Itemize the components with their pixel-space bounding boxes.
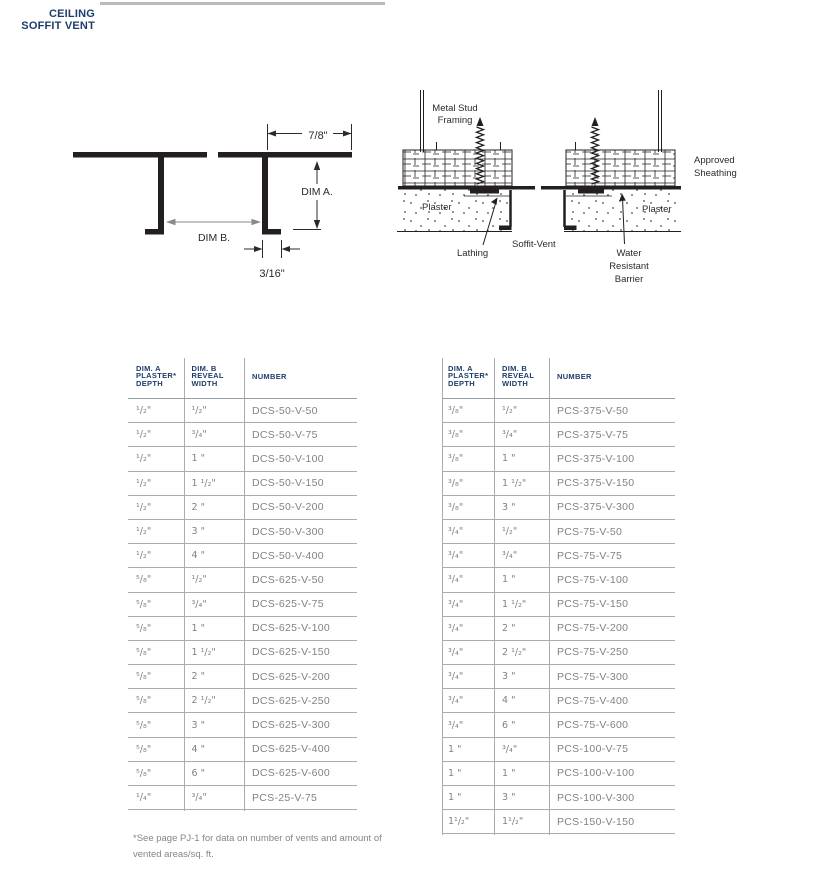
lathing-label: Lathing [457,248,489,259]
part-number-cell: PCS-75-V-75 [557,549,623,562]
page-title [0,8,95,32]
dim-a-cell: ¹/₂" [136,405,152,417]
dim-a-cell: ¹/₂" [136,501,152,513]
dim-a-cell: ³/₄" [448,719,464,731]
part-number-cell: PCS-100-V-75 [557,743,629,756]
dim-a-cell: 1 " [448,767,462,779]
table-row [128,423,357,447]
dim-b-cell: ³/₄" [502,743,518,755]
dim-b-cell: 2 " [191,671,205,683]
water-resistant-barrier-label-line2: Resistant [609,261,649,272]
column-divider [184,358,185,811]
part-number-cell: PCS-375-V-300 [557,501,635,514]
dim-b-cell: ³/₄" [191,792,207,804]
part-number-cell: DCS-625-V-50 [252,573,324,586]
part-number-cell: PCS-375-V-50 [557,404,629,417]
dim-a-cell: ³/₄" [448,598,464,610]
dim-b-cell: 2 ¹/₂" [191,695,216,707]
dim-b-dimension [166,219,261,225]
table-row [442,593,675,617]
page-title-line1: CEILING [48,8,95,20]
dim-b-cell: 1 " [502,453,516,465]
table-row [442,665,675,689]
dim-a-cell: ³/₄" [448,526,464,538]
dim-a-cell: ³/₈" [448,501,464,513]
column-header-number: NUMBER [557,372,592,381]
dim-b-cell: 3 " [191,719,205,731]
table-left-border [442,358,443,835]
product-table-pcs [442,358,675,834]
stem-width-label: 3/16" [259,268,285,280]
dim-a-cell: ³/₈" [448,405,464,417]
dim-b-cell: 1 ¹/₂" [191,477,216,489]
dim-b-cell: 1 " [502,767,516,779]
dim-b-cell: ¹/₂" [191,574,207,586]
table-row [442,496,675,520]
table-row [128,689,357,713]
dim-a-cell: ³/₄" [448,646,464,658]
part-number-cell: PCS-150-V-150 [557,815,635,828]
table-row [128,713,357,737]
footnote: *See page PJ-1 for data on number of vents and amount of vented areas/sq. ft. [133,833,382,860]
table-row [128,568,357,592]
table-row [442,520,675,544]
table-row [442,762,675,786]
dim-b-cell: 1 ¹/₂" [502,598,527,610]
column-divider [494,358,495,835]
part-number-cell: DCS-625-V-100 [252,622,331,635]
dim-a-cell: ⁵/₈" [136,743,152,755]
metal-stud-framing-label-line1: Metal Stud [432,103,478,114]
profile-diagram [55,95,395,285]
part-number-cell: PCS-75-V-600 [557,719,629,732]
dim-a-cell: ³/₈" [448,453,464,465]
table-row [442,738,675,762]
dim-b-cell: 3 " [191,526,205,538]
dim-b-cell: 4 " [191,550,205,562]
approved-sheathing-label-line1: Approved [694,155,735,166]
column-header-dim-b: DIM. B REVEAL WIDTH [502,364,535,388]
soffit-vent-label: Soffit-Vent [512,239,556,250]
dim-b-cell: 1 ¹/₂" [191,646,216,658]
dim-a-cell: ³/₄" [448,695,464,707]
metal-stud-framing-label-line2: Framing [437,115,473,126]
approved-sheathing-label-line2: Sheathing [694,168,737,179]
page-title-line2: SOFFIT VENT [21,20,95,32]
dim-a-cell: 1 " [448,743,462,755]
vent-flanges [398,186,681,190]
dim-a-cell: ⁵/₈" [136,695,152,707]
dim-a-cell: ¹/₂" [136,477,152,489]
column-divider [244,358,245,811]
part-number-cell: PCS-25-V-75 [252,791,318,804]
column-header-dim-b: DIM. B REVEAL WIDTH [191,364,224,388]
dim-a-cell: ¹/₂" [136,526,152,538]
soffit-vent-channels [499,190,577,230]
dim-a-cell: 1¹/₂" [448,816,470,828]
product-table-dcs [128,358,357,810]
dim-b-cell: 1 " [191,622,205,634]
part-number-cell: DCS-50-V-75 [252,428,318,441]
dim-a-cell: ⁵/₈" [136,671,152,683]
stem-width-dimension [244,240,300,258]
part-number-cell: PCS-75-V-150 [557,598,629,611]
table-body [442,399,675,834]
part-number-cell: PCS-75-V-250 [557,646,629,659]
dim-a-cell: ³/₄" [448,574,464,586]
dim-a-cell: ³/₈" [448,429,464,441]
dim-a-cell: ⁵/₈" [136,646,152,658]
dim-b-cell: 1 ¹/₂" [502,477,527,489]
part-number-cell: DCS-625-V-250 [252,694,331,707]
dim-b-cell: 1 " [191,453,205,465]
part-number-cell: DCS-625-V-200 [252,670,331,683]
part-number-cell: PCS-375-V-150 [557,477,635,490]
table-row [442,617,675,641]
table-row [128,593,357,617]
dim-a-cell: ⁵/₈" [136,767,152,779]
table-row [442,399,675,423]
dim-a-cell: 1 " [448,792,462,804]
table-row [128,641,357,665]
dim-b-cell: ³/₄" [191,598,207,610]
dim-b-cell: ³/₄" [502,429,518,441]
column-header-dim-a: DIM. A PLASTER* DEPTH [448,364,489,388]
part-number-cell: DCS-50-V-400 [252,549,324,562]
column-header-dim-a: DIM. A PLASTER* DEPTH [136,364,177,388]
part-number-cell: PCS-75-V-50 [557,525,623,538]
table-header-row [128,358,357,399]
table-row [128,496,357,520]
dim-b-label: DIM B. [197,232,231,244]
table-row [128,738,357,762]
table-row [442,713,675,737]
part-number-cell: PCS-75-V-200 [557,622,629,635]
dim-b-cell: 3 " [502,501,516,513]
table-row [442,641,675,665]
part-number-cell: PCS-375-V-75 [557,428,629,441]
dim-b-cell: 4 " [191,743,205,755]
table-body [128,399,357,810]
table-row [442,568,675,592]
dim-b-cell: ¹/₂" [191,405,207,417]
dim-b-cell: 6 " [191,767,205,779]
dim-a-cell: ¹/₄" [136,792,152,804]
part-number-cell: DCS-625-V-150 [252,646,331,659]
column-divider [549,358,550,835]
dim-b-cell: ³/₄" [502,550,518,562]
dim-a-cell: ¹/₂" [136,453,152,465]
part-number-cell: DCS-625-V-600 [252,767,331,780]
table-row [128,544,357,568]
dim-a-cell: ¹/₂" [136,550,152,562]
table-row [128,665,357,689]
table-row [128,399,357,423]
dim-a-cell: ⁵/₈" [136,574,152,586]
dim-a-cell: ³/₄" [448,622,464,634]
table-row [128,617,357,641]
table-row [442,423,675,447]
table-row [442,689,675,713]
dim-b-cell: 2 " [502,622,516,634]
table-row [442,544,675,568]
part-number-cell: PCS-375-V-100 [557,452,635,465]
part-number-cell: DCS-625-V-300 [252,719,331,732]
table-row [128,472,357,496]
dim-a-cell: ³/₄" [448,550,464,562]
column-header-number: NUMBER [252,372,287,381]
table-row [128,447,357,471]
table-row [128,520,357,544]
table-header-row [442,358,675,399]
dim-b-cell: ³/₄" [191,429,207,441]
flange-width-label: 7/8" [308,130,328,142]
part-number-cell: DCS-50-V-200 [252,501,324,514]
dim-b-cell: 3 " [502,792,516,804]
dim-a-cell: ³/₈" [448,477,464,489]
dim-a-cell: ³/₄" [448,671,464,683]
part-number-cell: PCS-75-V-300 [557,670,629,683]
dim-b-cell: 1¹/₂" [502,816,524,828]
dim-b-cell: 2 ¹/₂" [502,646,527,658]
water-resistant-barrier-label-line3: Barrier [614,274,644,285]
part-number-cell: DCS-50-V-100 [252,452,324,465]
dim-b-cell: 6 " [502,719,516,731]
table-row [442,447,675,471]
dim-b-cell: ¹/₂" [502,405,518,417]
dim-a-cell: ⁵/₈" [136,719,152,731]
dim-b-cell: 3 " [502,671,516,683]
part-number-cell: DCS-50-V-50 [252,404,318,417]
dim-a-cell: ⁵/₈" [136,598,152,610]
table-row [442,810,675,834]
dim-a-cell: ⁵/₈" [136,622,152,634]
table-row [128,786,357,810]
table-row [128,762,357,786]
table-row [442,472,675,496]
part-number-cell: PCS-75-V-100 [557,573,629,586]
part-number-cell: PCS-75-V-400 [557,694,629,707]
part-number-cell: PCS-100-V-300 [557,791,635,804]
part-number-cell: DCS-625-V-400 [252,743,331,756]
dim-b-cell: ¹/₂" [502,526,518,538]
table-row [442,786,675,810]
water-resistant-barrier-label-line1: Water [616,248,642,259]
sheathing-blocks [403,142,675,186]
installation-diagram [395,88,835,293]
plaster-label-right: Plaster [642,204,672,215]
dim-a-cell: ¹/₂" [136,429,152,441]
plaster-label-left: Plaster [422,202,452,213]
part-number-cell: DCS-50-V-300 [252,525,324,538]
dim-a-label: DIM A. [301,186,333,198]
dim-b-cell: 2 " [191,501,205,513]
dim-b-cell: 1 " [502,574,516,586]
part-number-cell: PCS-100-V-100 [557,767,635,780]
part-number-cell: DCS-625-V-75 [252,598,324,611]
dim-b-cell: 4 " [502,695,516,707]
header-rule [100,2,385,5]
part-number-cell: DCS-50-V-150 [252,477,324,490]
